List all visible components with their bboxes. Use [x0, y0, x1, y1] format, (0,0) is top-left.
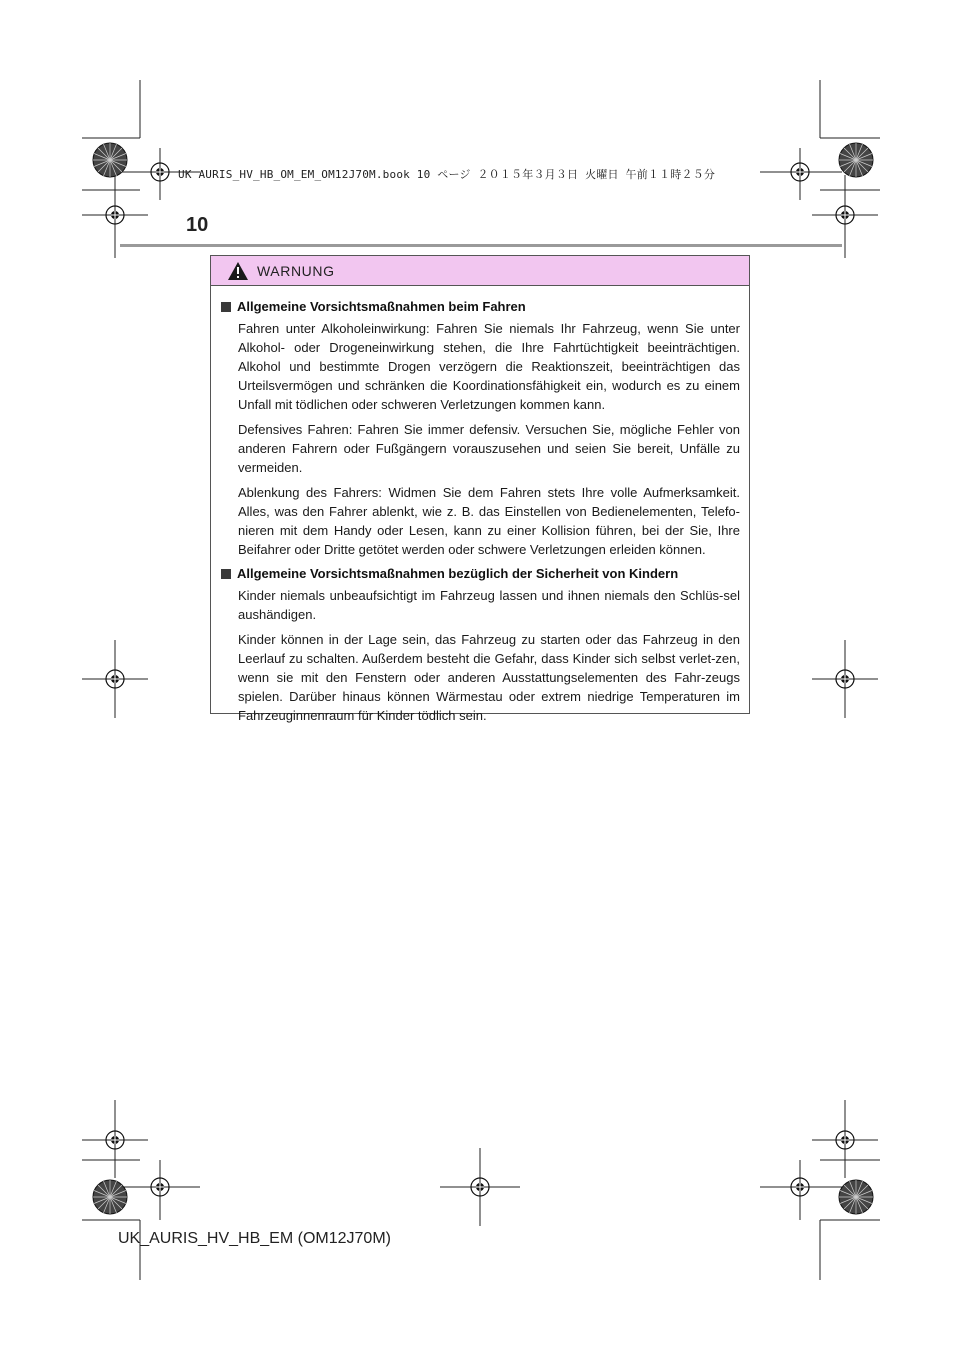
section-heading-text: Allgemeine Vorsichtsmaßnahmen beim Fahren [237, 299, 526, 314]
registration-star-icon [93, 143, 127, 177]
warning-box [210, 255, 750, 723]
registration-star-icon [839, 143, 873, 177]
page-number: 10 [186, 214, 209, 236]
header-rule [120, 244, 842, 247]
warning-header [211, 256, 749, 286]
section-heading-text: Allgemeine Vorsichtsmaßnahmen bezüglich der Sicherheit von Kindern [237, 566, 679, 581]
square-bullet-icon [221, 302, 231, 312]
warning-triangle-icon [227, 261, 249, 281]
paragraph: Fahren unter Alkoholeinwirkung: Fahren Sie niemals Ihr Fahrzeug, wenn Sie unter Alkohol- oder Drogeneinwirkung stehen, die Ihre Fahrtüchtigkeit beeinträchtigen. Alkohol und bestimmte Drogen verzögern die Reaktionszeit, beeinträchtigen das Urteilsvermögen und schränken die Koordinationsfähigkeit ein, wodurch es zu einem Unfall mit tödlichen oder schweren Verletzungen kommen kann. [238, 321, 740, 412]
square-bullet-icon [221, 569, 231, 579]
section-heading [221, 565, 740, 583]
registration-star-icon [93, 1180, 127, 1214]
paragraph: Ablenkung des Fahrers: Widmen Sie dem Fahren stets Ihre volle Aufmerksamkeit. Alles, was den Fahrer ablenkt, wie z. B. das Einstellen von Bedienelementen, Telefo-nieren mit dem Handy oder Lesen, kann zu einer Kollision führen, bei der Sie, Ihre Beifahrer oder Dritte getötet werden oder schwere Verletzungen erleiden können. [238, 485, 740, 557]
paragraph: Kinder können in der Lage sein, das Fahrzeug zu starten oder das Fahrzeug in den Leerlauf zu schalten. Außerdem besteht die Gefahr, dass Kinder sich selbst verlet-zen, wenn sie mit den Fenstern oder anderen Ausstattungselementen des Fahr-zeugs spielen. Darüber hinaus können Wärmestau oder extrem niedrige Temperaturen im Fahrzeuginnenraum für Kinder tödlich sein. [238, 632, 740, 723]
section-heading [221, 298, 740, 316]
paragraph: Kinder niemals unbeaufsichtigt im Fahrzeug lassen und ihnen niemals den Schlüs-sel aushändigen. [238, 588, 740, 622]
paragraph: Defensives Fahren: Fahren Sie immer defensiv. Versuchen Sie, mögliche Fehler von anderen Fahrern oder Fußgängern vorauszusehen und seien Sie bereit, Unfälle zu vermeiden. [238, 422, 740, 475]
warning-body [211, 286, 749, 725]
registration-star-icon [839, 1180, 873, 1214]
warning-title: WARNUNG [257, 262, 335, 279]
footer-document-code: UK_AURIS_HV_HB_EM (OM12J70M) [118, 1230, 391, 1247]
book-info-line: UK AURIS_HV_HB_OM_EM_OM12J70M.book 10 ページ ２０１５年３月３日 火曜日 午前１１時２５分 [178, 168, 716, 181]
